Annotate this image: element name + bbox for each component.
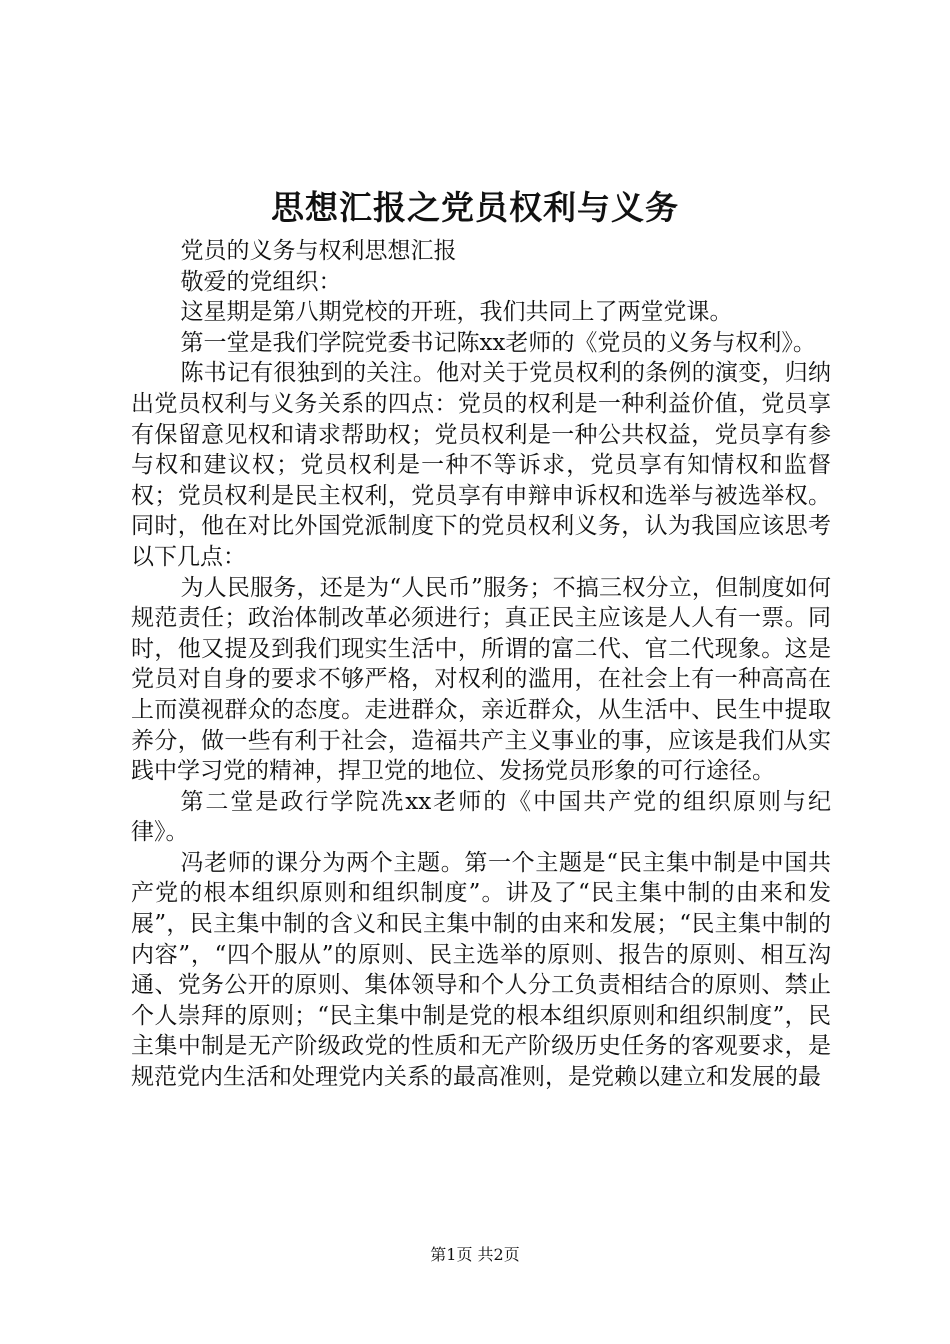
paragraph-subtitle: 党员的义务与权利思想汇报 xyxy=(180,238,457,264)
document-body xyxy=(131,236,831,1093)
paragraph: 冯老师的课分为两个主题。第一个主题是“民主集中制是中国共产党的根本组织原则和组织制度”。讲及了“民主集中制的由来和发展”，民主集中制的含义和民主集中制的由来和发展；“民主集中制的内容”，“四个服从”的原则、民主选举的原则、报告的原则、相互沟通、党务公开的原则、集体领导和个人分工负责相结合的原则、禁止个人崇拜的原则；“民主集中制是党的根本组织原则和组织制度”，民主集中制是无产阶级政党的性质和无产阶级历史任务的客观要求，是规范党内生活和处理党内关系的最高准则，是党赖以建立和发展的最 xyxy=(131,849,831,1091)
paragraph: 陈书记有很独到的关注。他对关于党员权利的条例的演变，归纳出党员权利与义务关系的四点：党员的权利是一种利益价值，党员享有保留意见权和请求帮助权；党员权利是一种公共权益，党员享有参与权和建议权；党员权利是一种不等诉求，党员享有知情权和监督权；党员权利是民主权利，党员享有申辩申诉权和选举与被选举权。同时，他在对比外国党派制度下的党员权利义务，认为我国应该思考以下几点： xyxy=(131,360,831,570)
paragraph: 第一堂是我们学院党委书记陈xx老师的《党员的义务与权利》。 xyxy=(180,329,816,356)
paragraph: 这星期是第八期党校的开班，我们共同上了两堂党课。 xyxy=(180,299,733,326)
paragraph-salutation: 敬爱的党组织： xyxy=(180,268,342,295)
document-title: 思想汇报之党员权利与义务 xyxy=(271,188,679,227)
paragraph: 为人民服务，还是为“人民币”服务；不搞三权分立，但制度如何规范责任；政治体制改革必须进行；真正民主应该是人人有一票。同时，他又提及到我们现实生活中，所谓的富二代、官二代现象。这是党员对自身的要求不够严格，对权利的滥用，在社会上有一种高高在上而漠视群众的态度。走进群众，亲近群众，从生活中、民生中提取养分，做一些有利于社会，造福共产主义事业的事，应该是我们从实践中学习党的精神，捍卫党的地位、发扬党员形象的可行途径。 xyxy=(131,574,831,785)
page-number-footer: 第1页 共2页 xyxy=(430,1245,520,1264)
paragraph: 第二堂是政行学院冼xx老师的《中国共产党的组织原则与纪律》。 xyxy=(131,788,831,846)
